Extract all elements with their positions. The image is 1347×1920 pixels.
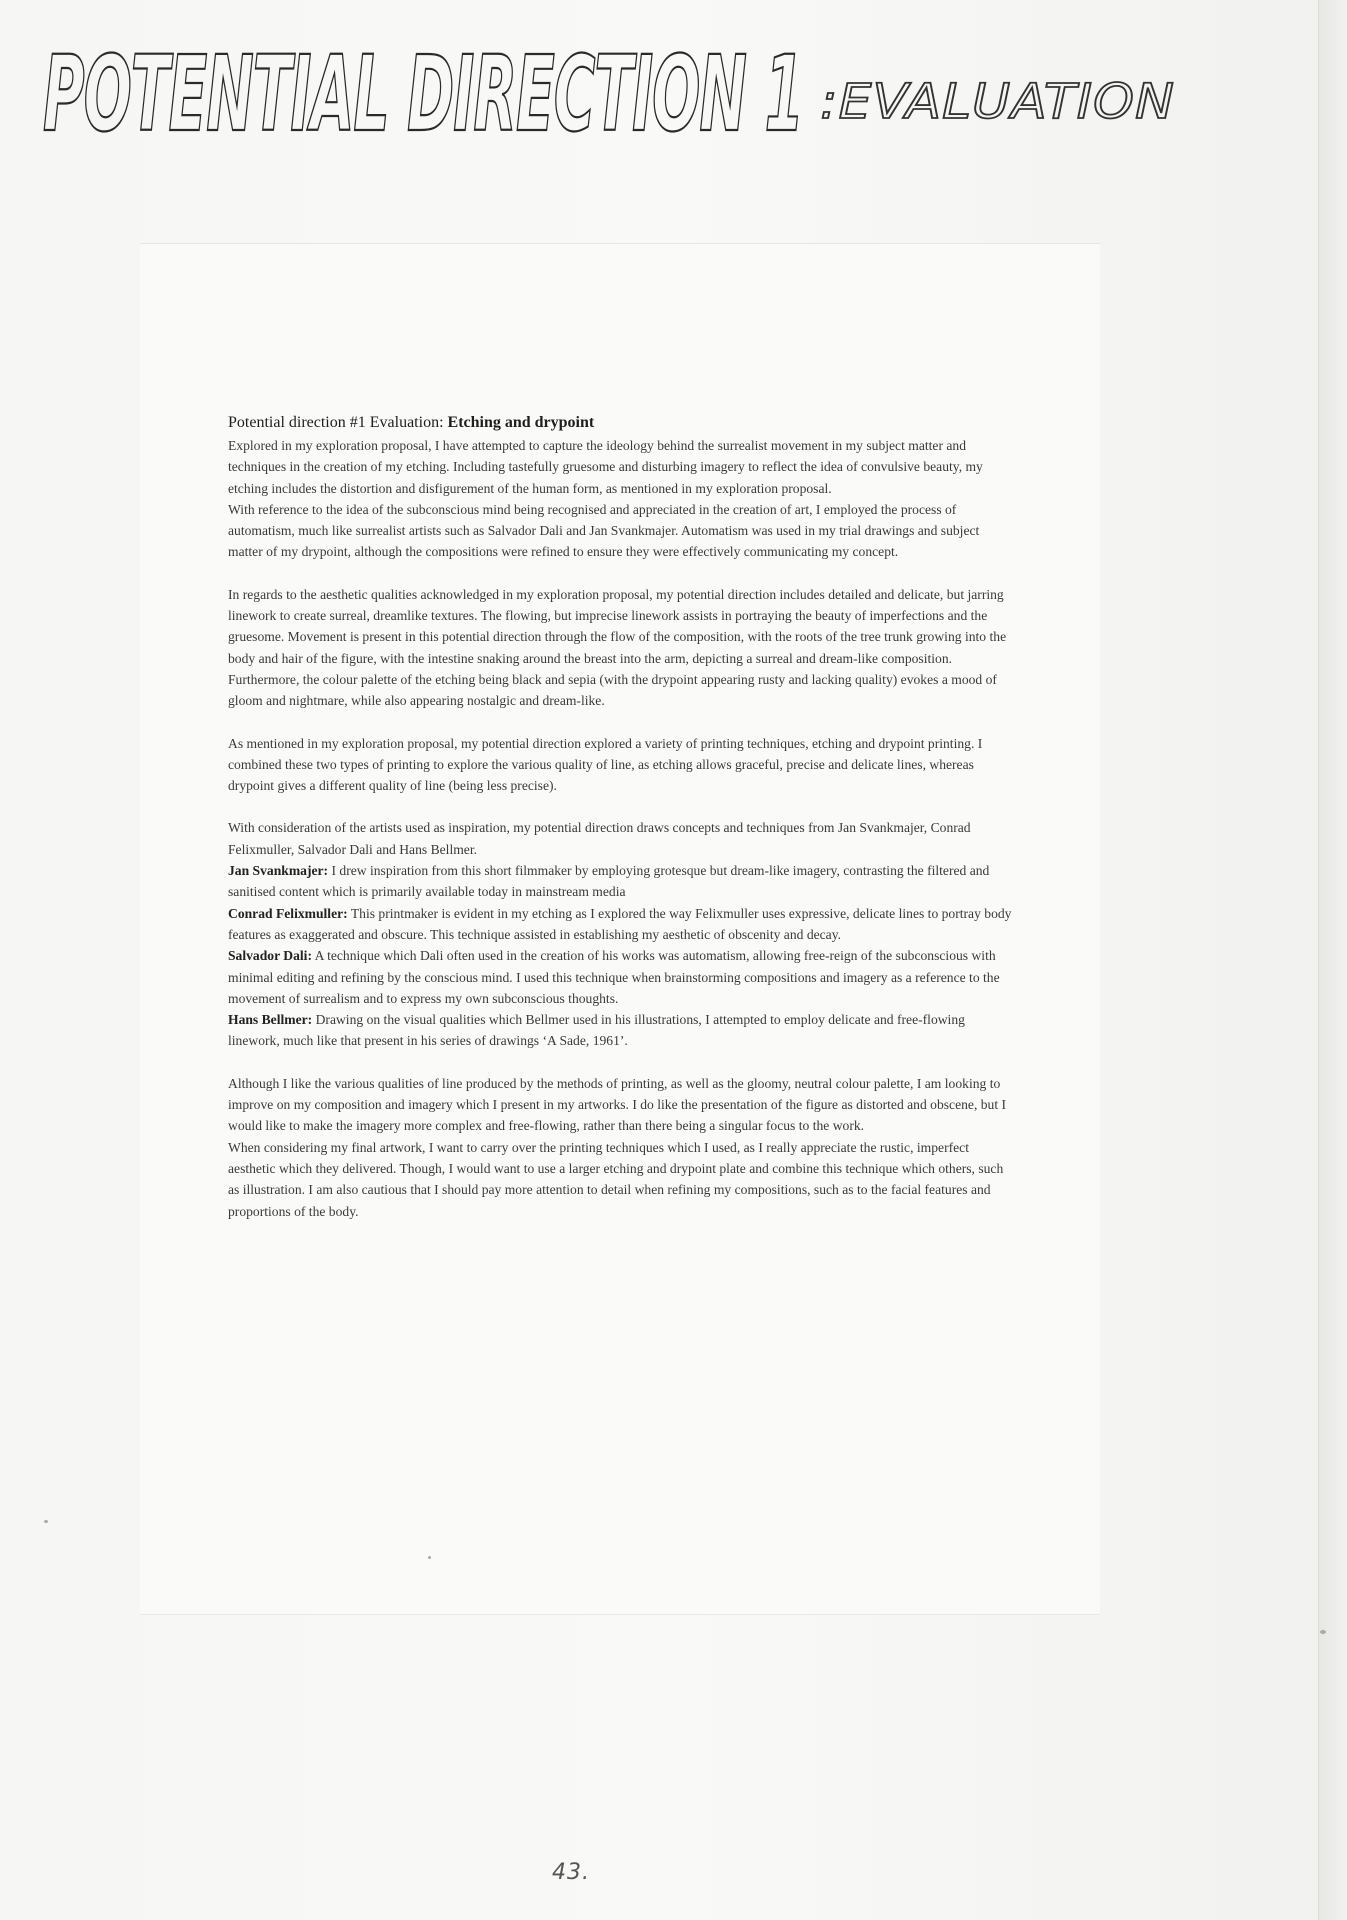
- artist-entry: Hans Bellmer: Drawing on the visual qualities which Bellmer used in his illustrations, I attempted to employ delicate and free-flowing linework, much like that present in his series of drawings ‘A Sade, 1961’.: [228, 1012, 965, 1049]
- artist-entry: Jan Svankmajer: I drew inspiration from this short filmmaker by employing grotesque but dream-like imagery, contrasting the filtered and sanitised content which is primarily available today in mainstream media: [228, 863, 990, 900]
- paragraph: With consideration of the artists used as inspiration, my potential direction draws concepts and techniques from Jan Svankmajer, Conrad Felixmuller, Salvador Dali and Hans Bellmer.: [228, 820, 971, 857]
- evaluation-text: [228, 412, 1013, 1222]
- artist-entry: Conrad Felixmuller: This printmaker is evident in my etching as I explored the way Felixmuller uses expressive, delicate lines to portray body features as exaggerated and obscure. This technique assisted in establishing my aesthetic of obscenity and decay.: [228, 905, 1012, 942]
- page-number: 43.: [552, 1860, 590, 1885]
- paragraph: As mentioned in my exploration proposal, my potential direction explored a variety of printing techniques, etching and drypoint printing. I combined these two types of printing to explore the various quality of line, as etching allows graceful, precise and delicate lines, whereas drypoint gives a different quality of line (being less precise).: [228, 735, 983, 794]
- paragraph: Explored in my exploration proposal, I have attempted to capture the ideology behind the surrealist movement in my subject matter and techniques in the creation of my etching. Including tastefully gruesome and disturbing imagery to reflect the idea of convulsive beauty, my etching includes the distortion and disfigurement of the human form, as mentioned in my exploration proposal.: [228, 438, 983, 496]
- paragraph: Although I like the various qualities of line produced by the methods of printing, as well as the gloomy, neutral colour palette, I am looking to improve on my composition and imagery which I present in my artworks. I do like the presentation of the figure as distorted and obscene, but I would like to make the imagery more complex and free-flowing, rather than there being a singular focus to the work.: [228, 1075, 1007, 1134]
- paragraph: In regards to the aesthetic qualities acknowledged in my exploration proposal, my potential direction includes detailed and delicate, but jarring linework to create surreal, dreamlike textures. The flowing, but imprecise linework assists in portraying the beauty of imperfections and the gruesome. Movement is present in this potential direction through the flow of the composition, with the roots of the tree trunk growing into the body and hair of the figure, with the intestine snaking around the breast into the arm, depicting a surreal and dream-like composition. Furthermore, the colour palette of the etching being black and sepia (with the drypoint appearing rusty and lacking quality) evokes a mood of gloom and nightmare, while also appearing nostalgic and dream-like.: [228, 586, 1007, 709]
- paragraph: When considering my final artwork, I want to carry over the printing techniques which I used, as I really appreciate the rustic, imperfect aesthetic which they delivered. Though, I would want to use a larger etching and drypoint plate and combine this technique which others, such as illustration. I am also cautious that I should pay more attention to detail when refining my compositions, such as to the facial features and proportions of the body.: [228, 1139, 1004, 1219]
- handwritten-title-main: POTENTIAL DIRECTION 1: [43, 33, 803, 155]
- paragraph: With reference to the idea of the subconscious mind being recognised and appreciated in the creation of art, I employed the process of automatism, much like surrealist artists such as Salvador Dali and Jan Svankmajer. Automatism was used in my trial drawings and subject matter of my drypoint, although the compositions were refined to ensure they were effectively communicating my concept.: [228, 501, 980, 560]
- handwritten-title-sub: :EVALUATION: [820, 74, 1175, 130]
- document-title: Potential direction #1 Evaluation: Etching and drypoint: [228, 414, 595, 431]
- artist-entry: Salvador Dali: A technique which Dali often used in the creation of his works was automatism, allowing free-reign of the subconscious with minimal editing and refining by the conscious mind. I used this technique when brainstorming compositions and imagery as a reference to the movement of surrealism and to express my own subconscious thoughts.: [228, 948, 1000, 1006]
- handwritten-title: [35, 18, 1185, 168]
